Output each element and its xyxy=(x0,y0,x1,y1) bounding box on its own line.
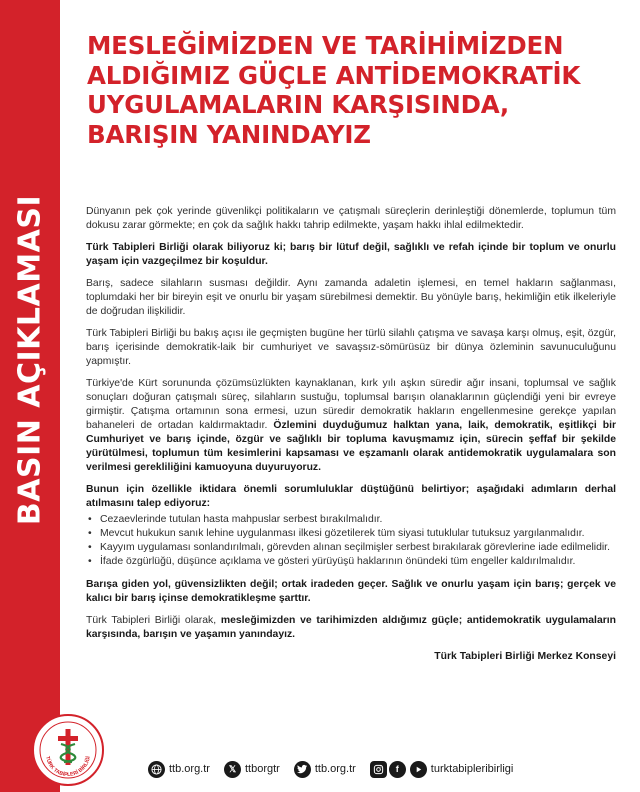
globe-icon xyxy=(148,761,165,778)
paragraph xyxy=(86,241,616,269)
paragraph-text: Türkiye'de Kürt sorununda çözümsüzlükten kaynaklanan, kırk yılı aşkın süredir ağır insani, toplumsal ve sağlık sonuçları doğuran çatışmalı süreç, silahların sustuğu, toplumsal barışın olanaklarının güçlendiği yeni bir evreye girmiştir. Çatışma ortamının sona ermesi, uzun süredir demokratik hakların engellenmesine gerekçe yapılan bahaneleri de ortadan kaldırmaktadır. xyxy=(86,378,616,431)
x-link-text: ttborgtr xyxy=(244,763,280,775)
page-title xyxy=(87,31,607,149)
list-item: • İfade özgürlüğü, düşünce açıklama ve gösteri yürüyüşü haklarının önündeki tüm engeller kaldırılmalıdır. xyxy=(86,555,616,569)
x-link[interactable] xyxy=(224,761,280,778)
twitter-bird-icon xyxy=(294,761,311,778)
footer-contacts xyxy=(148,759,527,779)
bold-paragraph: Barışa giden yol, güvensizlikten değil; ortak iradeden geçer. Sağlık ve onurlu yaşam için barış; gerçek ve kalıcı bir barış içinse demokratikleşme şarttır. xyxy=(86,579,616,604)
list-item: • Cezaevlerinde tutulan hasta mahpuslar serbest bırakılmalıdır. xyxy=(86,513,616,527)
title-line: UYGULAMALARIN KARŞISINDA, xyxy=(87,90,510,119)
twitter-link-text: ttb.org.tr xyxy=(314,763,356,775)
twitter-link[interactable] xyxy=(294,761,356,778)
paragraph-bold-text: Özlemini duyduğumuz halktan yana, laik, demokratik, eşitlikçi bir Cumhuriyet ve barış içinde, özgür ve sağlıklı bir topluma kavuşmamız için, sürecin şeffaf bir şekilde yürütülmesi, toplumun tüm kesimlerini kapsaması ve eşzamanlı olarak antidemokratik uygulamalara son verilmesi gerekliliğini kamuoyuna duyuruyoruz. xyxy=(86,420,617,473)
instagram-icon xyxy=(370,761,387,778)
press-release-label: BASIN AÇIKLAMASI xyxy=(12,194,48,526)
bold-paragraph: Türk Tabipleri Birliği olarak biliyoruz ki; barış bir lütuf değil, sağlıklı ve refah içinde bir toplum ve onurlu yaşam için vazgeçilmez bir koşuldur. xyxy=(86,242,616,267)
web-link-text: ttb.org.tr xyxy=(169,763,210,775)
youtube-icon xyxy=(410,761,427,778)
title-line: ALDIĞIMIZ GÜÇLE ANTİDEMOKRATİK xyxy=(87,60,581,90)
list-item: • Mevcut hukukun sanık lehine uygulanması ilkesi gözetilerek tüm siyasi tutuklular tutuksuz yargılanmalıdır. xyxy=(86,527,616,541)
paragraph xyxy=(86,614,616,642)
paragraph xyxy=(86,578,616,606)
ttb-logo xyxy=(32,714,104,786)
signature: Türk Tabipleri Birliği Merkez Konseyi xyxy=(434,651,616,662)
paragraph-text: Türk Tabipleri Birliği olarak, xyxy=(86,615,217,626)
facebook-icon: f xyxy=(389,761,406,778)
x-icon: 𝕏 xyxy=(224,761,241,778)
social-link-text: turktabipleribirligi xyxy=(430,763,514,775)
statement-body xyxy=(86,205,616,664)
paragraph: Türk Tabipleri Birliği bu bakış açısı ile geçmişten bugüne her türlü silahlı çatışma ve savaşa karşı olmuş, eşit, özgür, barış içerisinde demokratik-laik bir cumhuriyet ve savaşsız-sömürüsüz bir dünya özleminin savunuculuğunu yapmıştır. xyxy=(86,328,616,367)
social-links[interactable] xyxy=(370,761,514,778)
paragraph xyxy=(86,483,616,511)
paragraph: Dünyanın pek çok yerinde güvenlikçi politikaların ve çatışmalı süreçlerin derinleştiği dönemlerde, toplumun tüm dokusu zarar görmekte; en çok da sağlık hakkı tahrip edilmekte, yaşam hakkı ihlal edilmektedir. xyxy=(86,206,616,231)
sidebar-band xyxy=(0,0,60,792)
list-item: • Kayyım uygulaması sonlandırılmalı, görevden alınan seçilmişler serbest bırakılarak görevlerine iade edilmelidir. xyxy=(86,541,616,555)
demands-intro: Bunun için özellikle iktidara önemli sorumluluklar düştüğünü belirtiyor; aşağıdaki adımların derhal atılmasını talep ediyoruz: xyxy=(86,484,616,509)
web-link[interactable] xyxy=(148,761,210,778)
logo-text: TÜRK TABİPLERİ BİRLİĞİ xyxy=(44,755,92,779)
demands-list xyxy=(86,513,616,569)
paragraph-bold-text: mesleğimizden ve tarihimizden aldığımız güçle; antidemokratik uygulamaların karşısında, barışın ve yaşamın yanındayız. xyxy=(86,615,616,640)
title-line: BARIŞIN YANINDAYIZ xyxy=(87,119,371,149)
paragraph: Barış, sadece silahların susması değildir. Aynı zamanda adaletin işlemesi, en temel hakların sağlanması, toplumdaki her bir bireyin eşit ve onurlu bir yaşam sürebilmesi demektir. Bu yönüyle barış, hekimliğin etik ilkeleriyle de doğrudan ilişkilidir. xyxy=(86,278,616,317)
title-line: MESLEĞİMİZDEN VE TARİHİMİZDEN xyxy=(87,31,564,60)
paragraph xyxy=(86,377,616,475)
